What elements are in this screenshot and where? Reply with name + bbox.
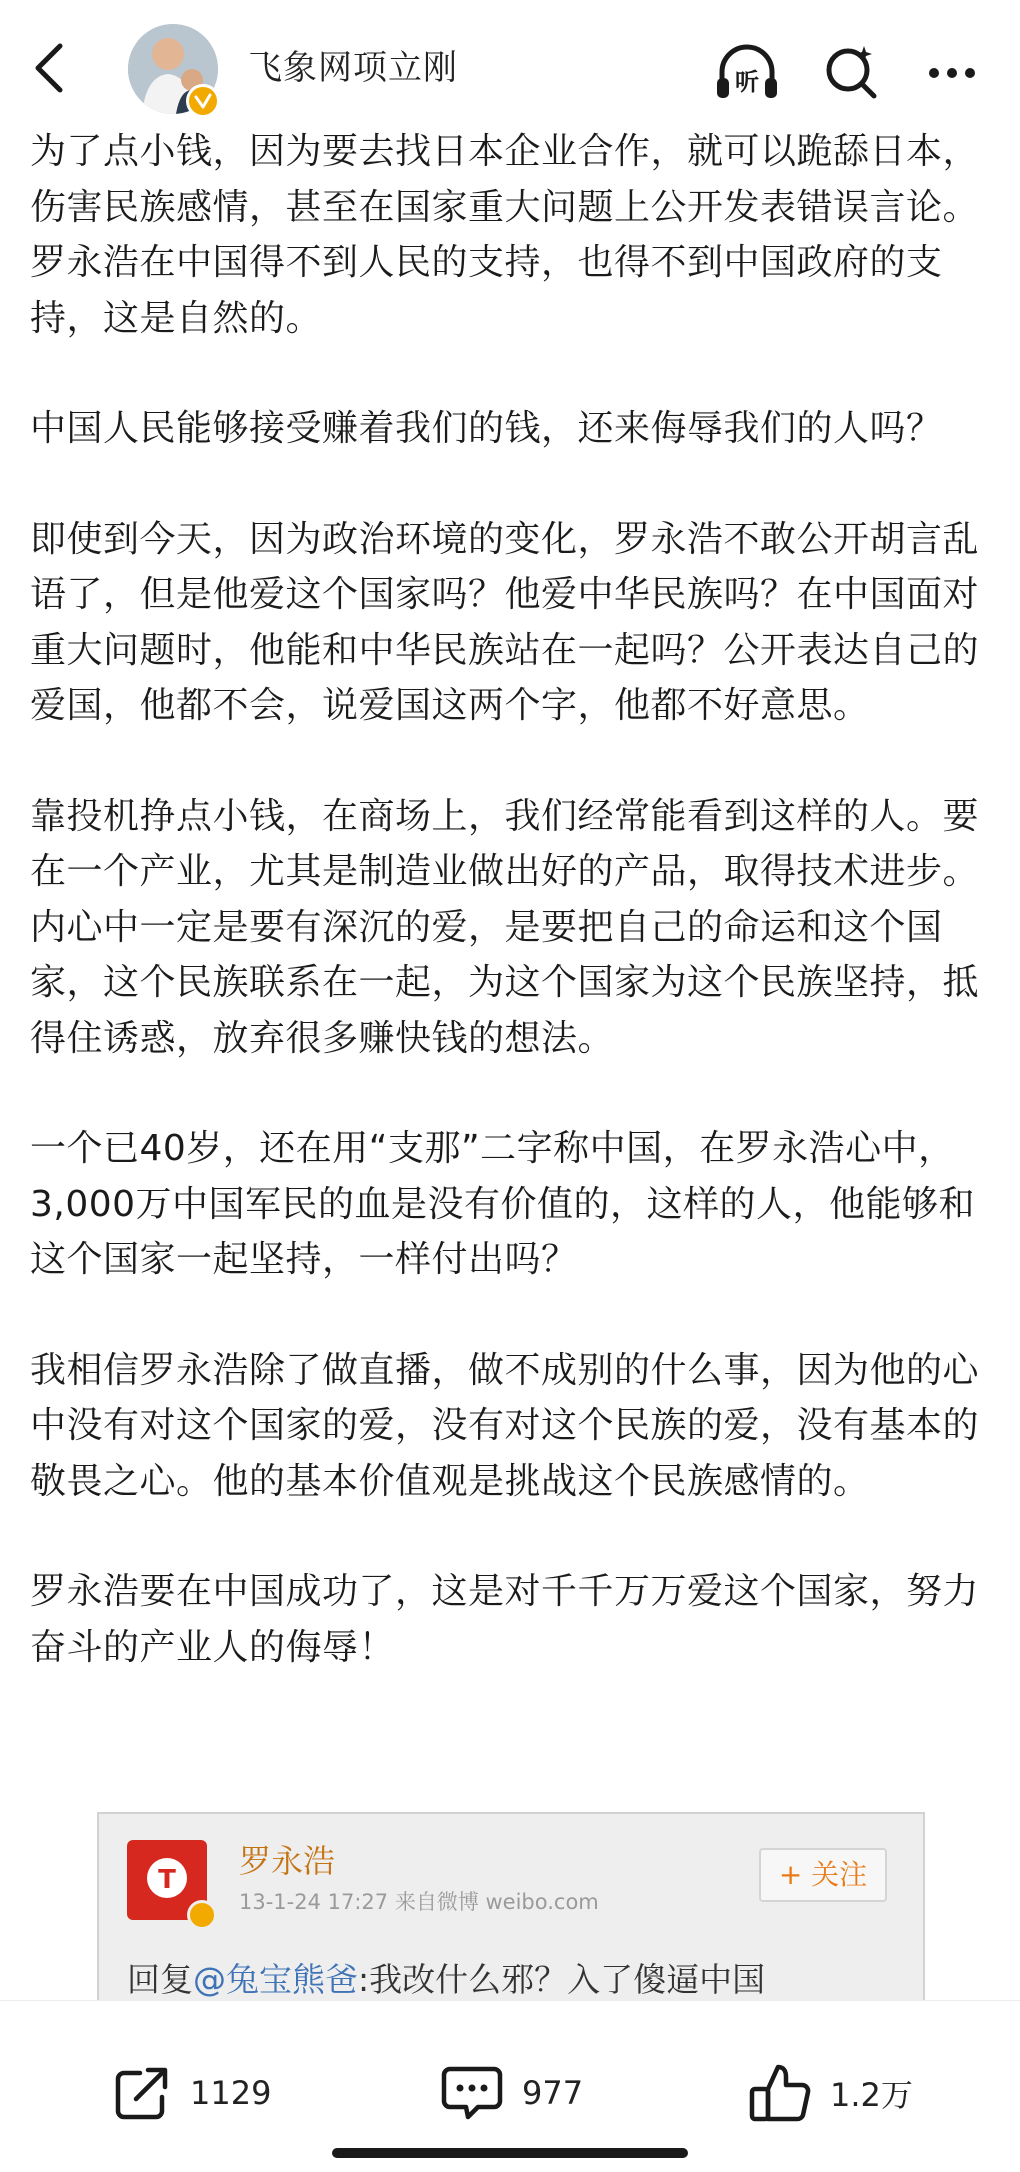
embed-reply-text <box>127 1954 765 2000</box>
embedded-screenshot[interactable] <box>97 1812 925 2000</box>
post-paragraph: 中国人民能够接受赚着我们的钱，还来侮辱我们的人吗？ <box>30 408 943 449</box>
post-body <box>30 124 995 1730</box>
like-icon <box>748 2061 812 2125</box>
back-arrow-icon <box>26 38 76 98</box>
like-button[interactable] <box>748 2063 913 2123</box>
action-bar <box>0 2000 1020 2172</box>
home-indicator <box>332 2148 688 2158</box>
more-icon <box>918 38 988 104</box>
username[interactable]: 飞象网项立刚 <box>248 48 458 88</box>
like-count: 1.2万 <box>830 2076 913 2114</box>
post-paragraph: 为了点小钱，因为要去找日本企业合作，就可以跪舔日本，伤害民族感情，甚至在国家重大问题上公开发表错误言论。罗永浩在中国得不到人民的支持，也得不到中国政府的支持，这是自然的。 <box>30 131 980 339</box>
comment-count: 977 <box>522 2074 584 2112</box>
back-button[interactable] <box>26 38 76 98</box>
post-paragraph: 即使到今天，因为政治环境的变化，罗永浩不敢公开胡言乱语了，但是他爱这个国家吗？他爱中华民族吗？在中国面对重大问题时，他能和中华民族站在一起吗？公开表达自己的爱国，他都不会，说爱国这两个字，他都不好意思。 <box>30 518 980 726</box>
search-icon <box>818 38 888 104</box>
embed-verified-icon <box>187 1900 217 1930</box>
top-bar <box>0 0 1020 128</box>
embed-timestamp: 13-1-24 17:27 来自微博 weibo.com <box>239 1890 599 1914</box>
more-button[interactable] <box>918 38 988 104</box>
comment-icon <box>440 2063 504 2123</box>
post-paragraph: 罗永浩要在中国成功了，这是对千千万万爱这个国家，努力奋斗的产业人的侮辱！ <box>30 1571 980 1668</box>
verified-badge-icon <box>186 84 220 118</box>
svg-text:T: T <box>158 1865 176 1895</box>
embed-mention: @兔宝熊爸 <box>193 1960 358 1999</box>
post-paragraph: 一个已40岁，还在用“支那”二字称中国，在罗永浩心中，3,000万中国军民的血是没有价值的，这样的人，他能够和这个国家一起坚持，一样付出吗？ <box>30 1128 976 1280</box>
repost-count: 1129 <box>190 2074 272 2112</box>
search-button[interactable] <box>818 38 888 104</box>
embed-follow-button: + 关注 <box>759 1848 887 1902</box>
listen-icon <box>712 38 782 104</box>
listen-button[interactable] <box>712 38 782 104</box>
repost-button[interactable] <box>112 2063 271 2123</box>
post-paragraph: 我相信罗永浩除了做直播，做不成别的什么事，因为他的心中没有对这个国家的爱，没有对这个民族的爱，没有基本的敬畏之心。他的基本价值观是挑战这个民族感情的。 <box>30 1349 980 1502</box>
embed-reply-body: :我改什么邪？入了傻逼中国 <box>358 1960 766 1999</box>
comment-button[interactable] <box>440 2063 583 2123</box>
repost-icon <box>112 2063 172 2123</box>
post-paragraph: 靠投机挣点小钱，在商场上，我们经常能看到这样的人。要在一个产业，尤其是制造业做出好的产品，取得技术进步。内心中一定是要有深沉的爱，是要把自己的命运和这个国家，这个民族联系在一起，为这个国家为这个民族坚持，抵得住诱惑，放弃很多赚快钱的想法。 <box>30 795 980 1059</box>
svg-text:听: 听 <box>735 68 759 96</box>
embed-username: 罗永浩 <box>239 1842 336 1880</box>
embed-reply-prefix: 回复 <box>127 1960 193 1999</box>
